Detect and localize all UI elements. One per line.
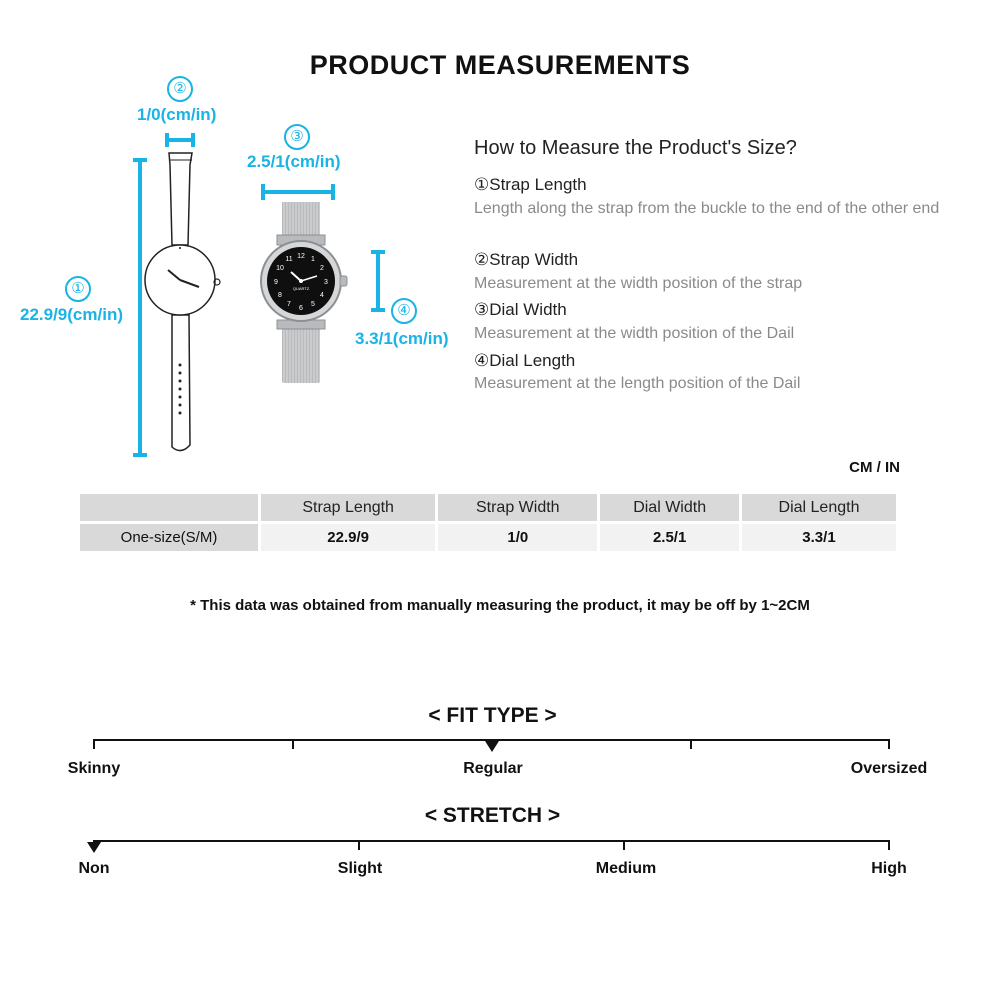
svg-text:9: 9 (274, 279, 278, 286)
strap-outline-drawing (120, 125, 240, 465)
table-header-cell (80, 494, 258, 521)
table-cell: 1/0 (438, 524, 597, 551)
strap-width-label: 1/0(cm/in) (137, 105, 217, 124)
page-title: PRODUCT MEASUREMENTS (309, 50, 691, 80)
guide-item-strap-length-desc: Length along the strap from the buckle to the end of the other end (474, 200, 940, 217)
marker-1: ① (65, 276, 91, 302)
watch-photo-drawing (255, 180, 395, 390)
measurement-note: * This data was obtained from manually measuring the product, it may be off by 1~2CM (190, 597, 810, 614)
table-cell: 2.5/1 (600, 524, 739, 551)
fit-type-tick (93, 739, 95, 749)
fit-type-tick (292, 739, 294, 749)
guide-item-dial-width-desc: Measurement at the width position of the Dail (474, 325, 795, 342)
size-table (77, 491, 899, 554)
svg-text:6: 6 (299, 305, 303, 312)
fit-type-label-skinny: Skinny (67, 760, 121, 777)
guide-item-dial-length-desc: Measurement at the length position of the Dail (474, 375, 801, 392)
svg-text:8: 8 (278, 292, 282, 299)
table-cell-size: One-size(S/M) (80, 524, 258, 551)
table-cell: 22.9/9 (261, 524, 435, 551)
guide-item-strap-width-desc: Measurement at the width position of the strap (474, 275, 803, 292)
svg-text:4: 4 (320, 292, 324, 299)
table-cell: 3.3/1 (742, 524, 896, 551)
table-header-cell: Dial Width (600, 494, 739, 521)
stretch-tick (358, 840, 360, 850)
stretch-tick (623, 840, 625, 850)
svg-text:7: 7 (287, 301, 291, 308)
guide-title: How to Measure the Product's Size? (474, 137, 797, 159)
svg-text:10: 10 (276, 265, 284, 272)
fit-type-label-regular: Regular (463, 760, 523, 777)
stretch-label-slight: Slight (337, 860, 383, 877)
stretch-label-medium: Medium (595, 860, 657, 877)
stretch-label-non: Non (78, 860, 110, 877)
svg-text:12: 12 (297, 253, 305, 260)
stretch-axis (93, 840, 890, 842)
guide-item-dial-width: ③Dial Width (474, 300, 567, 319)
table-row (80, 524, 896, 551)
stretch-tick (888, 840, 890, 850)
strap-length-label: 22.9/9(cm/in) (20, 305, 123, 324)
svg-text:5: 5 (311, 301, 315, 308)
marker-2: ② (167, 76, 193, 102)
stretch-title: < STRETCH > (424, 804, 561, 827)
marker-4: ④ (391, 298, 417, 324)
table-header-row (80, 494, 896, 521)
unit-label: CM / IN (849, 459, 900, 476)
watch-face-brand: QUARTZ (292, 286, 310, 291)
guide-item-dial-length: ④Dial Length (474, 351, 576, 370)
fit-type-tick (888, 739, 890, 749)
dial-length-label: 3.3/1(cm/in) (355, 329, 449, 348)
svg-text:2: 2 (320, 265, 324, 272)
table-header-cell: Strap Width (438, 494, 597, 521)
svg-text:11: 11 (285, 256, 293, 263)
stretch-label-high: High (871, 860, 907, 877)
svg-text:3: 3 (324, 279, 328, 286)
guide-item-strap-width: ②Strap Width (474, 250, 579, 269)
fit-type-label-oversized: Oversized (850, 760, 928, 777)
marker-3: ③ (284, 124, 310, 150)
svg-text:1: 1 (311, 256, 315, 263)
stretch-pointer (87, 842, 101, 853)
dial-width-label: 2.5/1(cm/in) (247, 152, 341, 171)
table-header-cell: Dial Length (742, 494, 896, 521)
guide-item-strap-length: ①Strap Length (474, 175, 587, 194)
fit-type-tick (690, 739, 692, 749)
table-header-cell: Strap Length (261, 494, 435, 521)
fit-type-pointer (485, 741, 499, 752)
fit-type-title: < FIT TYPE > (428, 704, 557, 727)
